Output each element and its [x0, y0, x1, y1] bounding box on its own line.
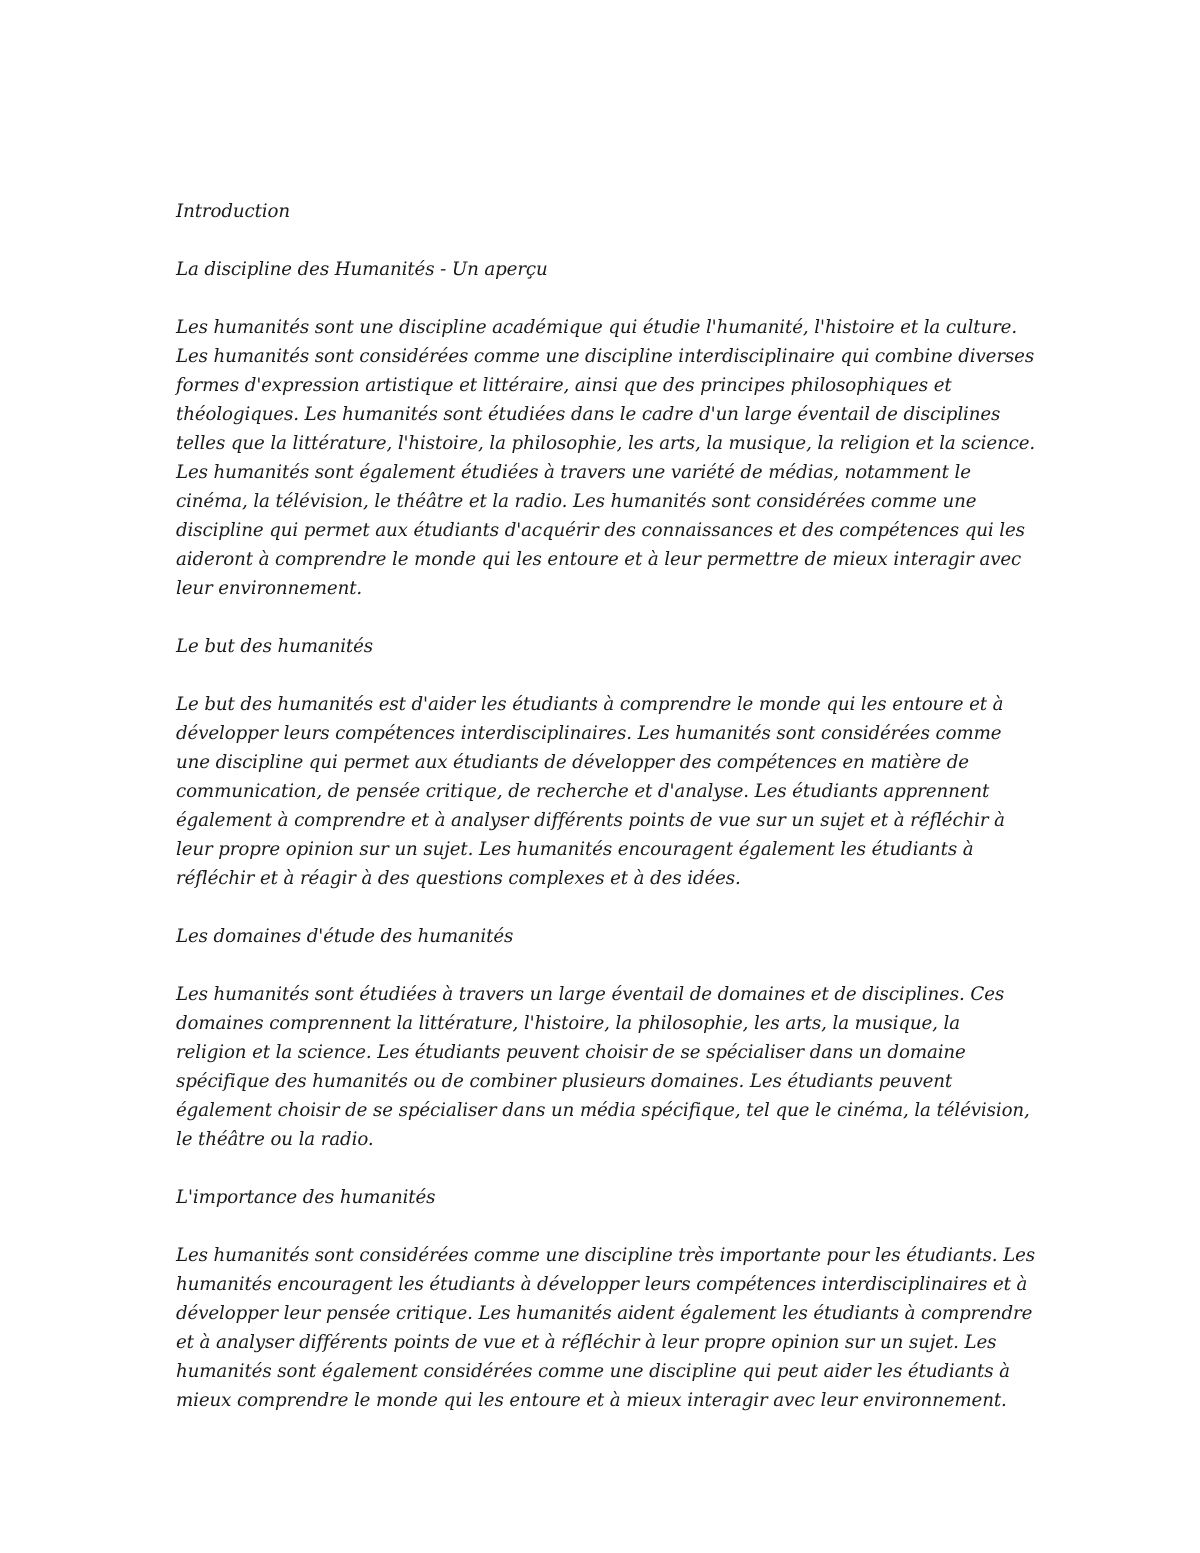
- section-paragraph-purpose: Le but des humanités est d'aider les étudiants à comprendre le monde qui les entoure et à développer leurs compétences interdisciplinaires. Les humanités sont considérées comme une discipline qui permet aux étudiants de développer des compétences en matière de communication, de pensée critique, de recherche et d'analyse. Les étudiants apprennent également à comprendre et à analyser différents points de vue sur un sujet et à réfléchir à leur propre opinion sur un sujet. Les humanités encouragent également les étudiants à réfléchir et à réagir à des questions complexes et à des idées.: [176, 694, 1005, 889]
- section-heading-importance: L'importance des humanités: [176, 1187, 436, 1208]
- section-heading-domains: Les domaines d'étude des humanités: [176, 926, 514, 947]
- document-subtitle: La discipline des Humanités - Un aperçu: [176, 259, 548, 280]
- section-paragraph-importance: Les humanités sont considérées comme une discipline très importante pour les étudiants. Les humanités encouragent les étudiants à développer leurs compétences interdisciplinaires et à développer leur pensée critique. Les humanités aident également les étudiants à comprendre et à analyser différents points de vue et à réfléchir à leur propre opinion sur un sujet. Les humanités sont également considérées comme une discipline qui peut aider les étudiants à mieux comprendre le monde qui les entoure et à mieux interagir avec leur environnement.: [176, 1245, 1035, 1411]
- section-paragraph-domains: Les humanités sont étudiées à travers un large éventail de domaines et de disciplines. Ces domaines comprennent la littérature, l'histoire, la philosophie, les arts, la musique, la religion et la science. Les étudiants peuvent choisir de se spécialiser dans un domaine spécifique des humanités ou de combiner plusieurs domaines. Les étudiants peuvent également choisir de se spécialiser dans un média spécifique, tel que le cinéma, la télévision, le théâtre ou la radio.: [176, 984, 1030, 1150]
- document-title: Introduction: [176, 201, 290, 222]
- document-body: [176, 197, 1036, 1444]
- section-heading-purpose: Le but des humanités: [176, 636, 374, 657]
- intro-paragraph: Les humanités sont une discipline académique qui étudie l'humanité, l'histoire et la culture. Les humanités sont considérées comme une discipline interdisciplinaire qui combine diverses formes d'expression artistique et littéraire, ainsi que des principes philosophiques et théologiques. Les humanités sont étudiées dans le cadre d'un large éventail de disciplines telles que la littérature, l'histoire, la philosophie, les arts, la musique, la religion et la science. Les humanités sont également étudiées à travers une variété de médias, notamment le cinéma, la télévision, le théâtre et la radio. Les humanités sont considérées comme une discipline qui permet aux étudiants d'acquérir des connaissances et des compétences qui les aideront à comprendre le monde qui les entoure et à leur permettre de mieux interagir avec leur environnement.: [176, 317, 1036, 599]
